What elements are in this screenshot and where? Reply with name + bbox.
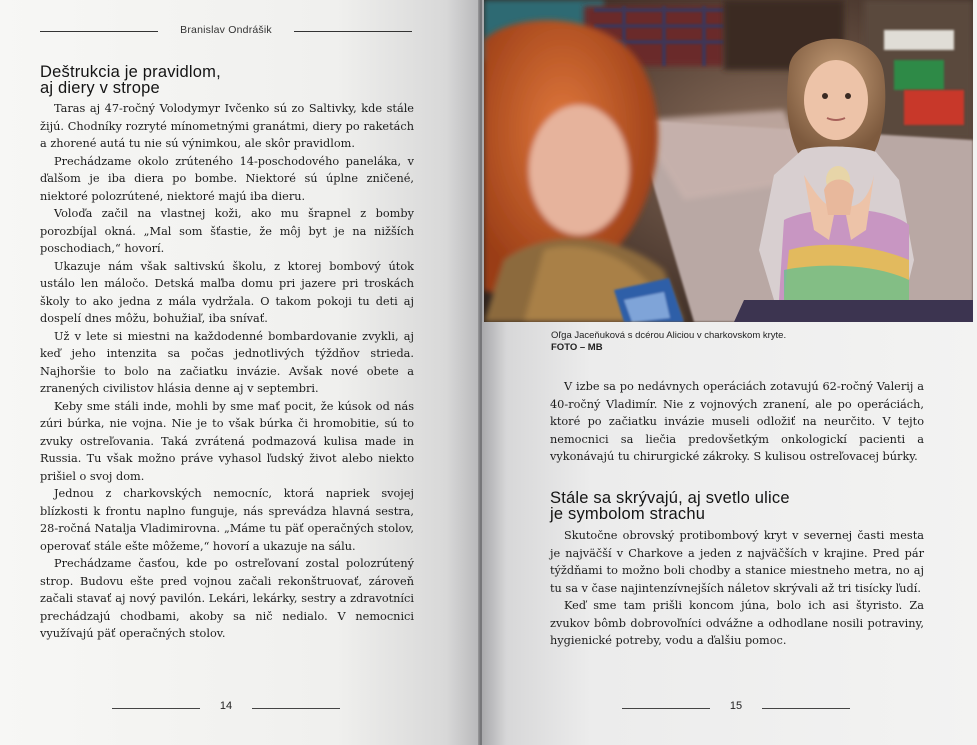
left-page <box>0 0 480 745</box>
folio-rule <box>252 708 340 709</box>
paragraph: Keď sme tam prišli koncom júna, bolo ich asi štyristo. Za zvukov bômb dobrovoľníci odvážne a odhodlane nosili potraviny, hygienické potreby, vodu a ďalšiu pomoc. <box>550 599 924 647</box>
paragraph: Prechádzame časťou, kde po ostreľovaní zostal polozrútený strop. Budovu ešte pred vojnou začali rekonštruovať, zároveň začali stavať aj nový pavilón. Lekári, lekárky, sestry a zdravotníci prechádzajú chodbami, akoby sa nič nedialo. V nemocnici využívajú päť operačných stolov. <box>40 557 414 640</box>
right-body-text-2 <box>550 527 924 650</box>
left-body-text <box>40 100 414 643</box>
paragraph: Ukazuje nám však saltivskú školu, z ktorej bombový útok ustálo len máločo. Detská maľba domu pri jazere pri troskách školy to ako jedna z mála vydržala. O takom pokoji tu deti aj dospelí dnes môžu, bohužiaľ, iba snívať. <box>40 259 414 325</box>
paragraph: Taras aj 47-ročný Volodymyr Ivčenko sú zo Saltivky, kde stále žijú. Chodníky rozryté mínometnými granátmi, diery po raketách a zhorené autá tu nie sú výnimkou, ale skôr pravidlom. <box>40 102 414 150</box>
running-header <box>40 22 412 40</box>
photo-mother-daughter-shelter <box>484 0 973 322</box>
paragraph: Jednou z charkovských nemocníc, ktorá napriek svojej blízkosti k frontu naplno funguje, nás sprevádza hlavná sestra, 28-ročná Natalja Vladimirovna. „Máme tu päť operačných stolov, operovať stále ešte môžeme,“ hovorí a ukazuje na sálu. <box>40 487 414 553</box>
heading-line-2: aj diery v strope <box>40 79 160 97</box>
paragraph: Keby sme stáli inde, mohli by sme mať pocit, že kúsok od nás zúri búrka, nie vojna. Nie je to však búrka či hromobitie, sú to zvuky ostreľovania. Taká zvrátená podmazová kulisa made in Russia. Tu však možno práve vyhasol ľudský život alebo niekto prišiel o svoj dom. <box>40 399 414 483</box>
photo-credit: FOTO – MB <box>551 342 603 353</box>
paragraph: Voloďa začil na vlastnej koži, ako mu šrapnel z bomby porozbíjal okná. „Mal som šťastie, že môj byt je na nižších poschodiach,“ hovorí. <box>40 207 414 255</box>
section-heading-right <box>550 490 930 522</box>
heading-line-1: Stále sa skrývajú, aj svetlo ulice <box>550 489 790 507</box>
folio-rule <box>762 708 850 709</box>
folio-rule <box>112 708 200 709</box>
heading-line-1: Deštrukcia je pravidlom, <box>40 63 221 81</box>
page-number: 14 <box>219 700 233 712</box>
page-number-right <box>622 700 850 716</box>
paragraph: Už v lete si miestni na každodenné bombardovanie zvykli, aj keď jeho intenzita sa počas jednotlivých týždňov strieda. Najhoršie to bolo na začiatku invázie. Avšak nové obete a zranených civilistov hlásia denne aj v septembri. <box>40 329 414 395</box>
header-author: Branislav Ondrášik <box>180 24 272 36</box>
paragraph: Skutočne obrovský protibombový kryt v severnej časti mesta je najväčší v Charkove a jeden z najväčších v krajine. Pred pár týždňami to možno boli chodby a stanice miestneho metra, no aj tu sa v čase najintenzívnejších náletov skrývali až tri tisícky ľudí. <box>550 529 924 595</box>
page-number-left <box>112 700 340 716</box>
section-heading-left <box>40 64 420 96</box>
caption-text: Oľga Jaceňuková s dcérou Aliciou v charkovskom kryte. <box>551 330 787 341</box>
heading-line-2: je symbolom strachu <box>550 505 706 523</box>
paragraph: V izbe sa po nedávnych operáciách zotavujú 62-ročný Valerij a 40-ročný Vladimír. Nie z vojnových zranení, ale po operáciách, ktoré po začiatku invázie museli odložiť na neurčito. V tejto nemocnici sa liečia predovšetkým onkologickí pacienti a vykonávajú tu chirurgické zákroky. S kulisou ostreľovacej búrky. <box>550 380 924 463</box>
page-number: 15 <box>729 700 743 712</box>
folio-rule <box>622 708 710 709</box>
right-body-text-1 <box>550 378 924 466</box>
paragraph: Prechádzame okolo zrúteného 14-poschodového paneláka, v ďalšom je iba diera po bombe. Niektoré sú úplne zničené, niektoré polozrútené, niektoré majú iba dieru. <box>40 154 414 203</box>
header-rule-left <box>40 31 158 32</box>
photo-caption <box>551 330 931 354</box>
header-rule-right <box>294 31 412 32</box>
photo-illustration <box>484 0 973 322</box>
